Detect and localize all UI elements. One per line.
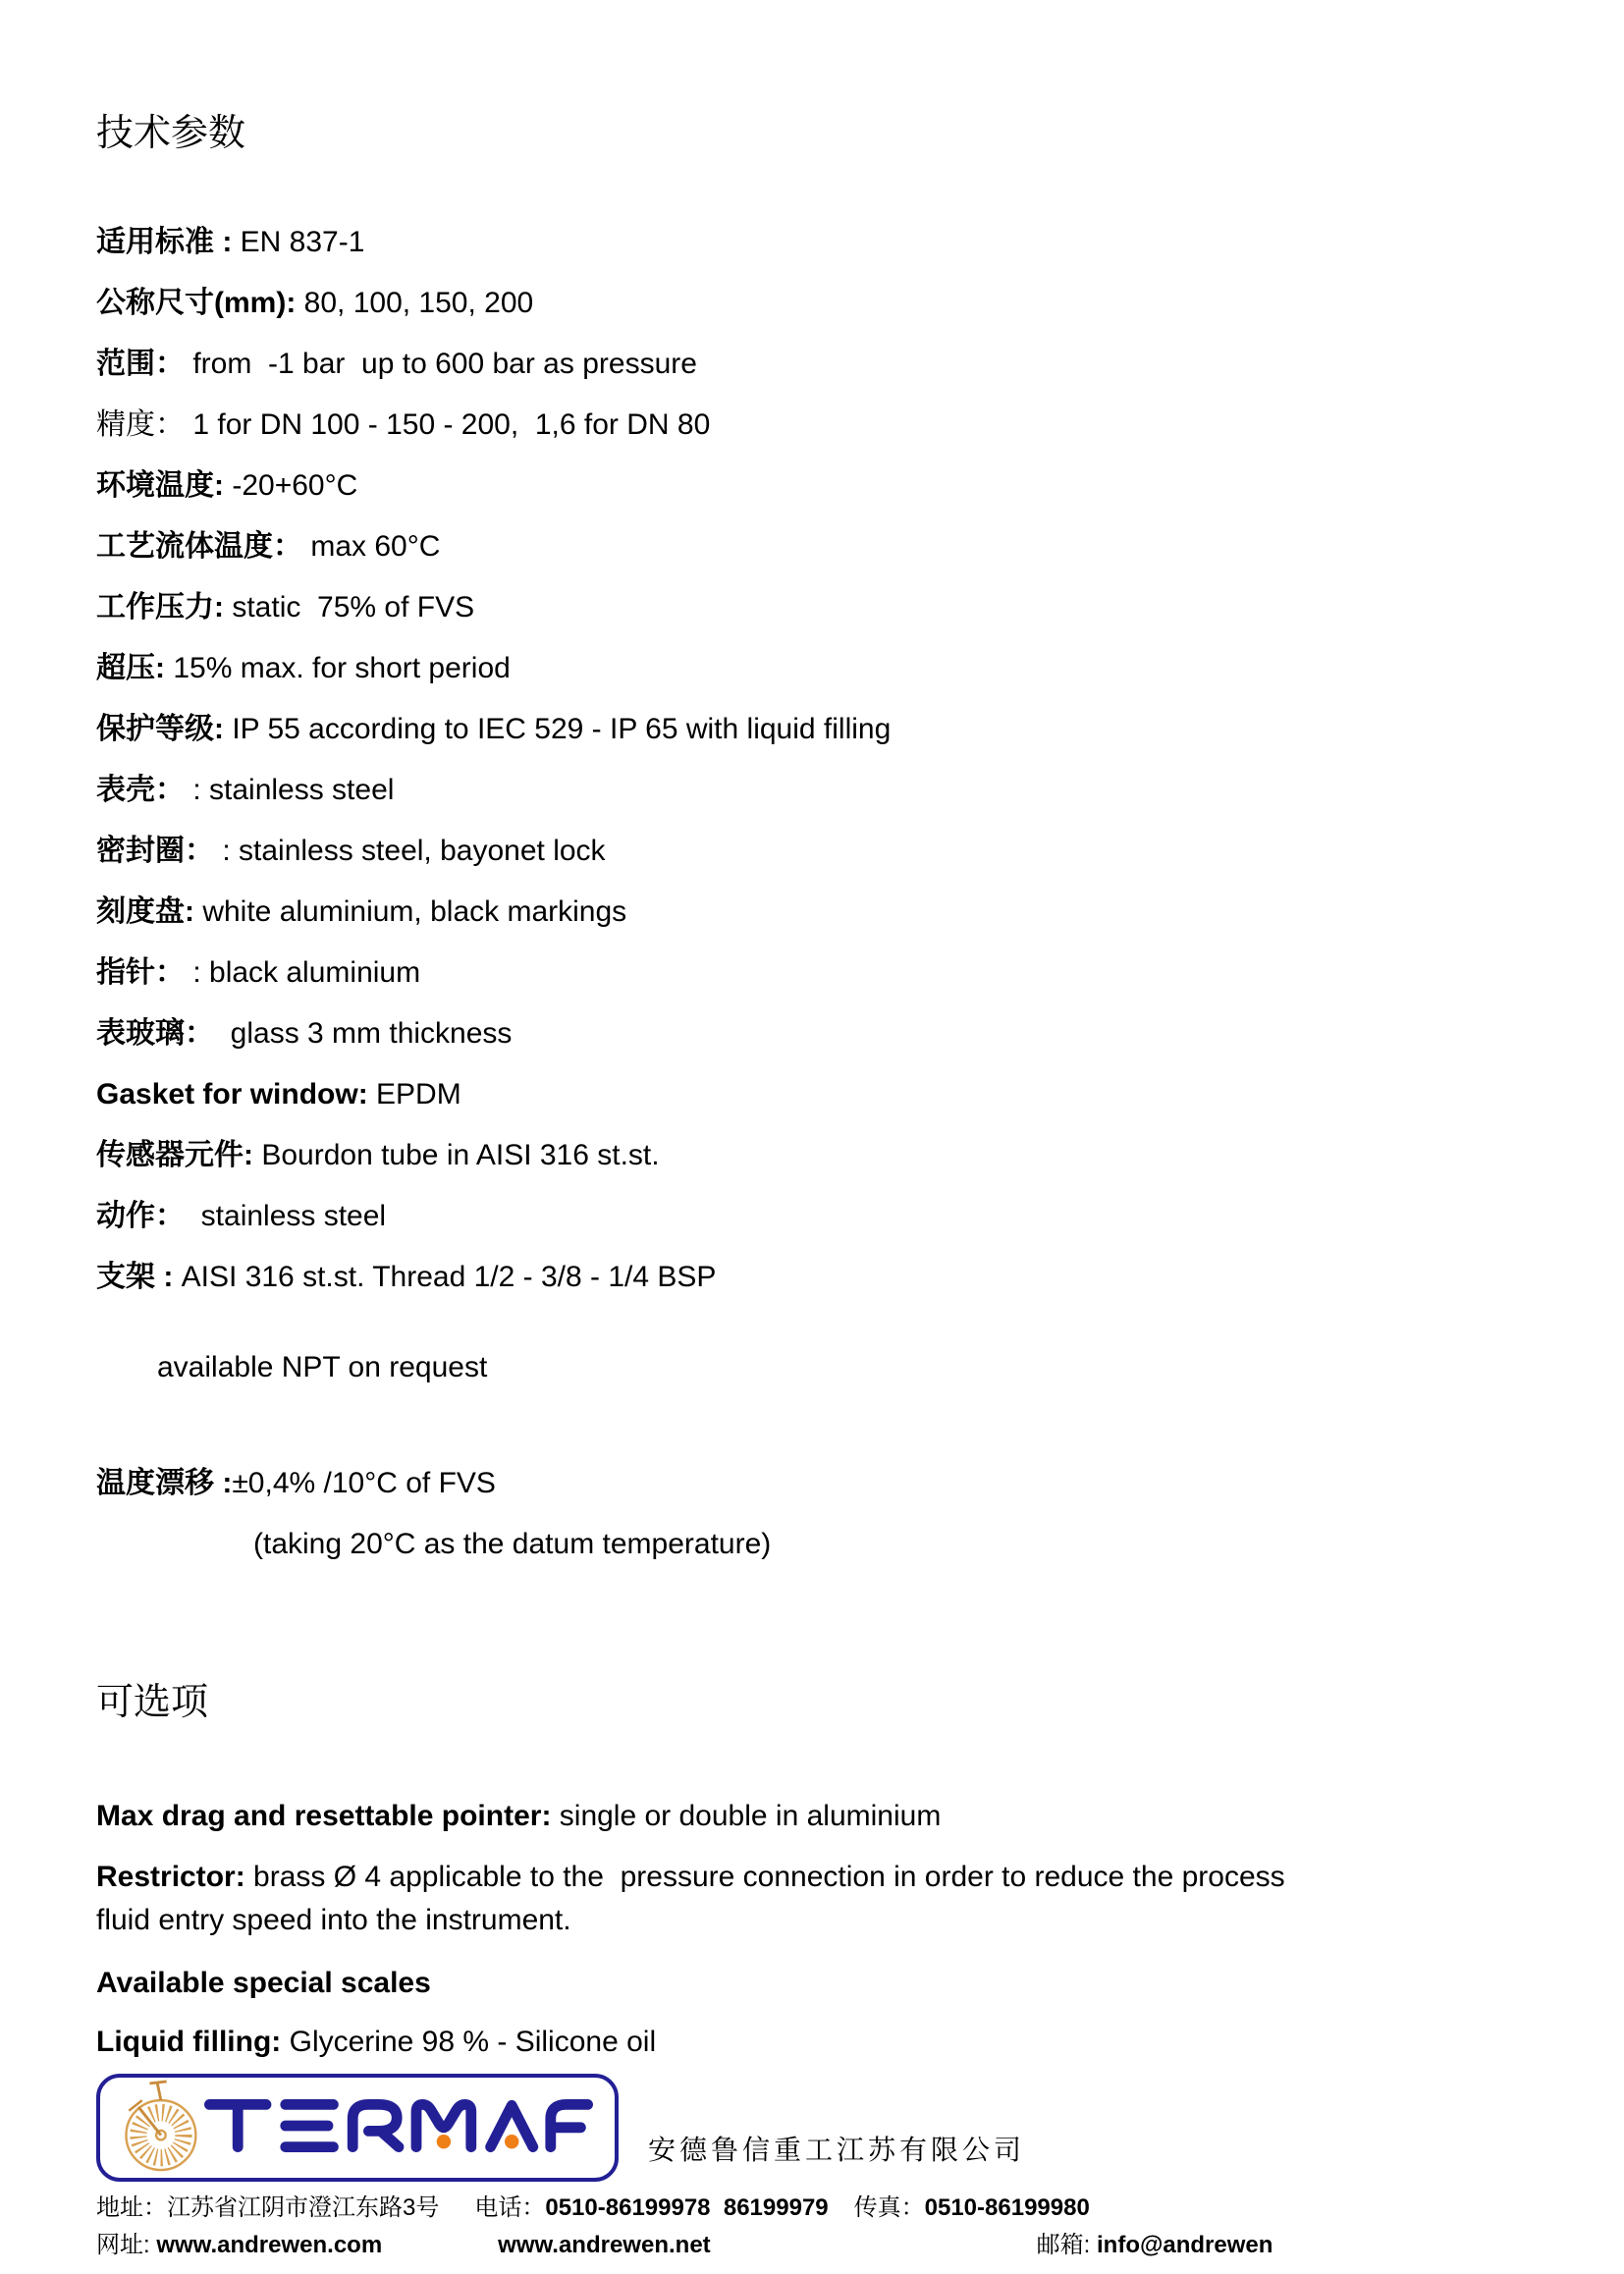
spec-label: 超压: — [96, 652, 165, 684]
option-special-scales: Available special scales — [96, 1967, 431, 1999]
spec-value: : stainless steel, bayonet lock — [214, 835, 606, 867]
spec-label: 精度： — [96, 408, 185, 441]
spec-row — [96, 334, 1530, 395]
spec-label: 指针： — [96, 956, 185, 989]
spec-row — [96, 1003, 1530, 1064]
temperature-drift-row — [96, 1453, 1530, 1514]
spec-row — [96, 699, 1530, 760]
spec-value: stainless steel — [185, 1200, 387, 1232]
spec-value: 15% max. for short period — [165, 652, 511, 684]
spec-value: max 60°C — [302, 530, 441, 563]
email-label: 邮箱: — [1036, 2232, 1097, 2258]
spec-label: 范围： — [96, 348, 185, 380]
option-liquid-filling — [96, 2021, 1530, 2064]
option-restrictor — [96, 1856, 1338, 1942]
website-com: www.andrewen.com — [156, 2232, 383, 2258]
spec-label: 保护等级: — [96, 713, 224, 745]
spec-label: 支架 : — [96, 1261, 174, 1293]
address-value: 江苏省江阴市澄江东路3号 — [167, 2194, 440, 2221]
options-section-title: 可选项 — [96, 1682, 209, 1723]
spec-value: EN 837-1 — [232, 226, 365, 258]
page-title: 技术参数 — [96, 113, 246, 154]
spec-label: Gasket for window: — [96, 1078, 368, 1110]
footer-logo-row — [96, 2074, 1530, 2182]
spec-value: 80, 100, 150, 200 — [296, 287, 534, 319]
spec-label: 表壳： — [96, 774, 185, 806]
temperature-drift-note: (taking 20°C as the datum temperature) — [253, 1528, 772, 1560]
spec-value: AISI 316 st.st. Thread 1/2 - 3/8 - 1/4 BSP — [173, 1261, 717, 1293]
contact-line-1 — [96, 2190, 1530, 2227]
phone-value: 0510-86199978 86199979 — [545, 2194, 829, 2221]
spec-label: 传感器元件: — [96, 1139, 253, 1171]
spec-value: -20+60°C — [224, 469, 358, 502]
spec-label: 工作压力: — [96, 591, 224, 623]
gauge-icon — [114, 2077, 204, 2180]
spec-row — [96, 273, 1530, 334]
option-label: Max drag and resettable pointer: — [96, 1800, 552, 1832]
email-value: info@andrewen — [1097, 2232, 1273, 2258]
website-net: www.andrewen.net — [498, 2232, 711, 2258]
spec-row — [96, 760, 1530, 821]
spec-row — [96, 395, 1530, 456]
spec-list — [96, 212, 1530, 1308]
spec-label: 动作： — [96, 1200, 185, 1232]
spec-label: 工艺流体温度： — [96, 530, 302, 563]
spec-row — [96, 577, 1530, 638]
spec-value: EPDM — [367, 1078, 461, 1110]
spec-value: from -1 bar up to 600 bar as pressure — [185, 348, 697, 380]
spec-row — [96, 456, 1530, 516]
spec-value: IP 55 according to IEC 529 - IP 65 with liquid filling — [224, 713, 892, 745]
spec-label: 环境温度: — [96, 469, 224, 502]
spec-row — [96, 212, 1530, 273]
spec-value: 1 for DN 100 - 150 - 200, 1,6 for DN 80 — [185, 408, 711, 441]
spec-row — [96, 821, 1530, 882]
spec-label: 公称尺寸(mm): — [96, 287, 297, 319]
npt-availability-note: available NPT on request — [157, 1351, 488, 1383]
option-max-drag-pointer — [96, 1795, 1530, 1838]
spec-row — [96, 638, 1530, 699]
spec-row — [96, 882, 1530, 943]
document-page — [96, 110, 1530, 2264]
option-value: single or double in aluminium — [551, 1800, 942, 1832]
spec-row — [96, 943, 1530, 1003]
spec-value: Bourdon tube in AISI 316 st.st. — [253, 1139, 660, 1171]
spec-row — [96, 1125, 1530, 1186]
address-label: 地址： — [96, 2194, 167, 2221]
fax-label: 传真： — [853, 2194, 925, 2221]
option-label: Restrictor: — [96, 1861, 245, 1893]
spec-label: 适用标准 : — [96, 226, 233, 258]
spec-label: 刻度盘: — [96, 895, 194, 928]
spec-value: ±0,4% /10°C of FVS — [232, 1467, 496, 1499]
spec-row — [96, 1247, 1530, 1308]
spec-row — [96, 1186, 1530, 1247]
termaf-wordmark — [204, 2090, 593, 2166]
spec-value: glass 3 mm thickness — [214, 1017, 513, 1050]
website-label: 网址: — [96, 2232, 157, 2258]
spec-label: 表玻璃： — [96, 1017, 214, 1050]
spec-row — [96, 516, 1530, 577]
fax-value: 0510-86199980 — [924, 2194, 1090, 2221]
spec-value: : black aluminium — [185, 956, 421, 989]
phone-label: 电话： — [474, 2194, 546, 2221]
spec-label: 密封圈： — [96, 835, 214, 867]
spec-value: : stainless steel — [185, 774, 395, 806]
option-value: brass Ø 4 applicable to the pressure connection in order to reduce the process fluid entry speed into the instrument. — [96, 1861, 1293, 1936]
option-label: Liquid filling: — [96, 2026, 282, 2058]
spec-value: static 75% of FVS — [224, 591, 475, 623]
option-value: Glycerine 98 % - Silicone oil — [281, 2026, 657, 2058]
company-name: 安德鲁信重工江苏有限公司 — [648, 2135, 1026, 2165]
contact-line-2 — [96, 2227, 1530, 2264]
spec-row — [96, 1064, 1530, 1125]
spec-label: 温度漂移 : — [96, 1467, 233, 1499]
spec-value: white aluminium, black markings — [194, 895, 627, 928]
company-logo — [96, 2074, 619, 2182]
